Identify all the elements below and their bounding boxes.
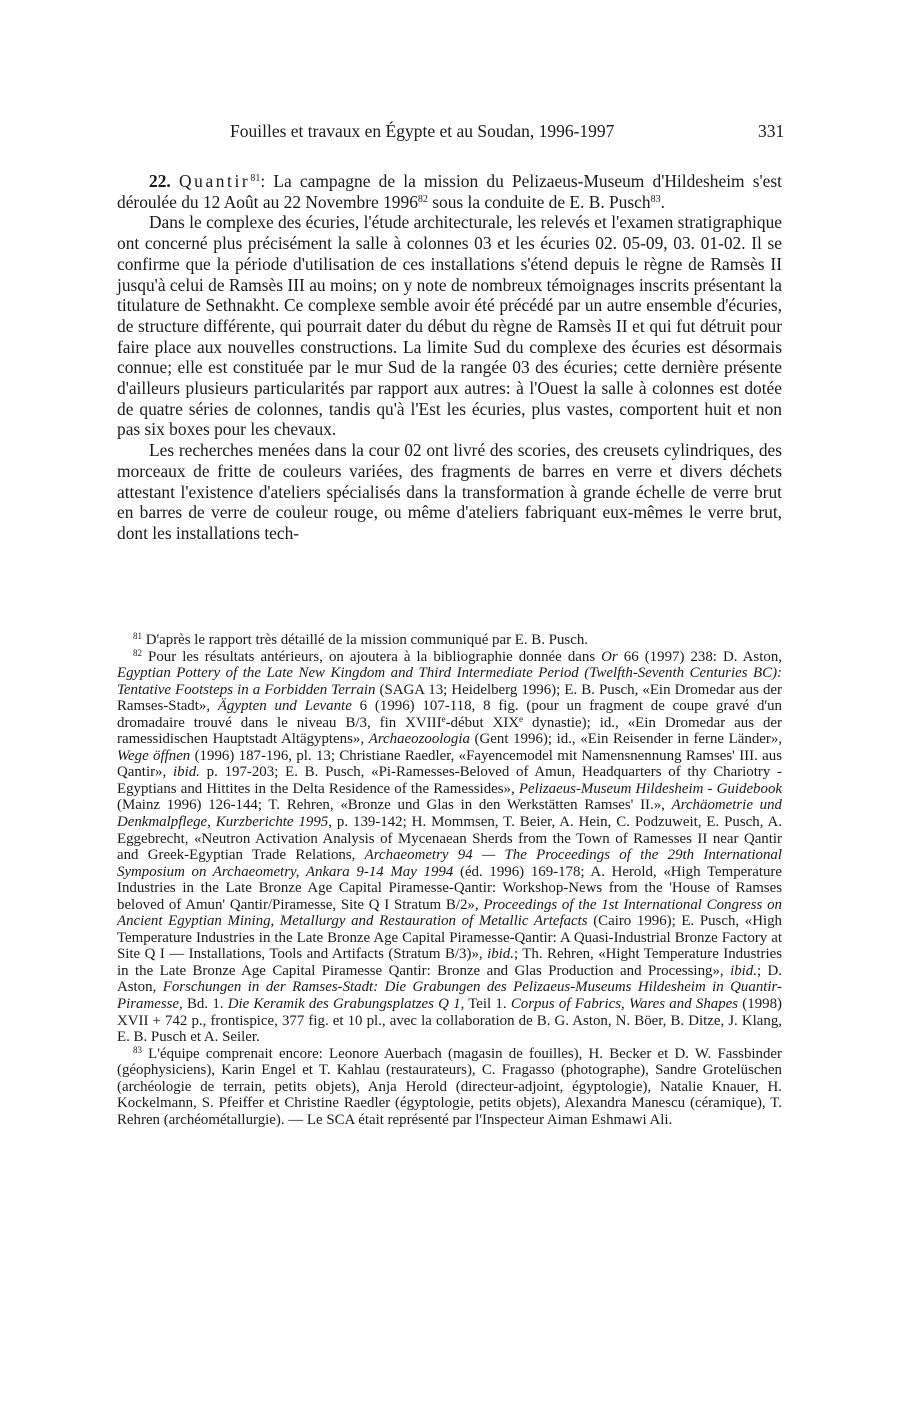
- book-title: Egyptian Pottery of the Late New Kingdom and Third Intermediate Period (Twelfth-Seventh Centuries BC): Tentative Footsteps in a Forbidden Terrain: [117, 665, 782, 698]
- paragraph-1: [117, 171, 782, 212]
- footnote-text: dynastie); id., «Ein Dromedar aus der ramessidischen Hauptstadt Altägyptens»,: [117, 714, 782, 748]
- footnote-83: [117, 1046, 782, 1129]
- citation-ibid: ibid.: [172, 764, 200, 781]
- page-number: 331: [758, 121, 785, 141]
- footnote-text: , Bd. 1.: [179, 996, 228, 1013]
- paragraph-2: Dans le complexe des écuries, l'étude architecturale, les relevés et l'examen stratigraphique ont concerné plus précisément la salle à colonnes 03 et les écuries 02. 05-09, 03. 01-02. Il se confirme que la période d'utilisation de ces installations s'étend depuis le règne de Ramsès II jusqu'à celui de Ramsès III au moins; on y note de nombreux témoignages inscrits présentant la titulature de Sethnakht. Ce complexe semble avoir été précédé par un autre ensemble d'écuries, de structure différente, qui pourrait dater du début du règne de Ramsès II et qui fut détruit pour faire place aux nouvelles constructions. La limite Sud du complexe des écuries est désormais connue; elle est constituée par le mur Sud de la rangée 03 des écuries; cette dernière présente d'ailleurs plusieurs particularités par rapport aux autres: à l'Ouest la salle à colonnes est dotée de quatre séries de colonnes, tandis qu'à l'Est les écuries, plus vastes, comportent huit et non pas six boxes pour les chevaux.: [117, 212, 782, 440]
- footnote-text: , Teil 1.: [460, 996, 511, 1013]
- footnote-ref[interactable]: 82: [417, 193, 428, 205]
- paragraph-1-text: : La campagne de la mission du Pelizaeus-Museum d'Hildesheim s'est déroulée du 12 Août au 22 Novembre 1996: [117, 171, 782, 212]
- book-title: Proceedings of the 1st International Congress on Ancient Egyptian Mining, Metallurgy and Restauration of Metallic Artefacts: [117, 896, 782, 930]
- footnote-text: (Gent 1996); id., «Ein Reisender in ferne Länder»,: [469, 731, 783, 748]
- citation-ibid: ibid.: [730, 962, 757, 979]
- book-title: Wege öffnen: [117, 747, 191, 764]
- paragraph-3: Les recherches menées dans la cour 02 ont livré des scories, des creusets cylindriques, des morceaux de fritte de couleurs variées, des fragments de barres en verre et divers déchets attestant l'existence d'ateliers spécialisés dans la transformation à grande échelle de verre brut en barres de verre de couleur rouge, ou même d'ateliers fabriquant eux-mêmes le verre brut, dont les installations tech-: [117, 440, 782, 543]
- footnote-text: (SAGA 13; Heidelberg 1996); E. B. Pusch, «Ein Dromedar aus der Ramses-Stadt»,: [117, 681, 782, 715]
- footnote-ref[interactable]: 81: [250, 173, 261, 184]
- journal-title: Ägypten und Levante: [217, 698, 352, 715]
- journal-title: Archäometrie und Denkmalpflege, Kurzberichte 1995: [117, 797, 782, 831]
- site-name: Quantir: [178, 171, 251, 191]
- footnote-text: (1996) 187-196, pl. 13; Christiane Raedler, «Fayencemodel mit Namensnennung Ramses' III. aus Qantir»,: [117, 747, 782, 781]
- footnote-text: ; Th. Rehren, «Hight Temperature Industries in the Late Bronze Age Capital Piramesse Qantir: Bronze and Glas Production and Processing»,: [117, 946, 782, 979]
- journal-title: Archaeozoologia: [368, 731, 470, 748]
- footnote-text: Pour les résultats antérieurs, on ajoutera à la bibliographie donnée dans: [142, 648, 602, 665]
- running-title: Fouilles et travaux en Égypte et au Soudan, 1996-1997: [230, 121, 615, 141]
- footnote-text: D'après le rapport très détaillé de la mission communiqué par E. B. Pusch.: [142, 632, 588, 648]
- book-title: Forschungen in der Ramses-Stadt: Die Grabungen des Pelizaeus-Museums Hildesheim in Quantir-Piramesse: [117, 979, 782, 1013]
- footnote-text: (éd. 1996) 169-178; A. Herold, «High Temperature Industries in the Late Bronze Age Capital Piramesse-Qantir: Workshop-News from the 'House of Ramses beloved of Amun' Qantir/Piramesse, Site Q I Stratum B/2»,: [117, 863, 782, 913]
- superscript: e: [441, 713, 446, 724]
- footnote-text: 6 (1996) 107-118, 8 fig. (pour un fragment de coupe gravé d'un dromadaire trouvé dans le niveau B/3, fin XVIII: [117, 698, 782, 731]
- footnote-number: 82: [133, 647, 142, 658]
- footnote-text: -début XIX: [445, 714, 520, 731]
- footnote-number: 81: [133, 631, 142, 641]
- book-title: Corpus of Fabrics, Wares and Shapes: [510, 996, 739, 1013]
- book-title: Pelizaeus-Museum Hildesheim - Guidebook: [518, 780, 782, 797]
- main-text: [117, 171, 782, 544]
- footnote-text: , p. 139-142; H. Mommsen, T. Beier, A. Hein, C. Podzuweit, E. Pusch, A. Eggebrecht, «Neutron Activation Analysis of Mycenaean Sherds from the Town of Ramesses II near Qantir and Greek-Egyptian Trade Relations,: [117, 814, 782, 864]
- footnote-text: ; D. Aston,: [117, 962, 782, 996]
- superscript: e: [519, 713, 524, 724]
- footnote-text: p. 197-203; E. B. Pusch, «Pi-Ramesses-Beloved of Amun, Headquarters of thy Chariotry - Egyptians and Hittites in the Delta Residence of the Ramessides»,: [117, 764, 782, 797]
- footnote-number: 83: [133, 1044, 142, 1055]
- footnote-text: (Mainz 1996) 126-144; T. Rehren, «Bronze und Glas in den Werkstätten Ramses' II.»,: [117, 797, 672, 814]
- footnote-text: 66 (1997) 238: D. Aston,: [617, 648, 782, 665]
- footnote-ref[interactable]: 83: [650, 193, 661, 205]
- footnote-81: [117, 632, 782, 649]
- book-title: Die Keramik des Grabungsplatzes Q 1: [227, 996, 461, 1013]
- footnote-82: [117, 649, 782, 1046]
- running-header: [0, 118, 906, 144]
- citation-ibid: ibid.: [487, 946, 514, 963]
- paragraph-1-text: .: [660, 191, 665, 212]
- footnote-text: (Cairo 1996); E. Pusch, «High Temperature Industries in the Late Bronze Age Capital Piramesse-Qantir: A Quasi-Industrial Bronze Factory at Site Q I — Installations, Tools and Artifacts (Stratum B/3)»,: [117, 913, 782, 963]
- footnote-text: L'équipe comprenait encore: Leonore Auerbach (magasin de fouilles), H. Becker et D. W. Fassbinder (géophysiciens), Karin Engel et T. Kahlau (restaurateurs), C. Fragasso (photographe), Sandre Grotelüschen (archéologie de terrain, petits objets), Anja Herold (directeur-adjoint, égyptologie), Natalie Knauer, H. Kockelmann, S. Pfeiffer et Christine Raedler (égyptologie, petits objets), Alexandra Manescu (céramique), T. Rehren (archéométallurgie). — Le SCA était représenté par l'Inspecteur Aiman Eshmawi Ali.: [117, 1045, 782, 1128]
- book-title: Archaeometry 94 — The Proceedings of the 29th International Symposium on Archaeometry, Ankara 9-14 May 1994: [117, 847, 782, 880]
- footnotes: [117, 632, 782, 1128]
- section-number: 22.: [149, 171, 171, 191]
- journal-title: Or: [601, 648, 618, 665]
- footnote-text: (1998) XVII + 742 p., frontispice, 377 fig. et 10 pl., avec la collaboration de B. G. Aston, N. Böer, B. Ditze, J. Klang, E. B. Pusch et A. Seiler.: [117, 996, 782, 1046]
- paragraph-1-text: sous la conduite de E. B. Pusch: [427, 191, 651, 212]
